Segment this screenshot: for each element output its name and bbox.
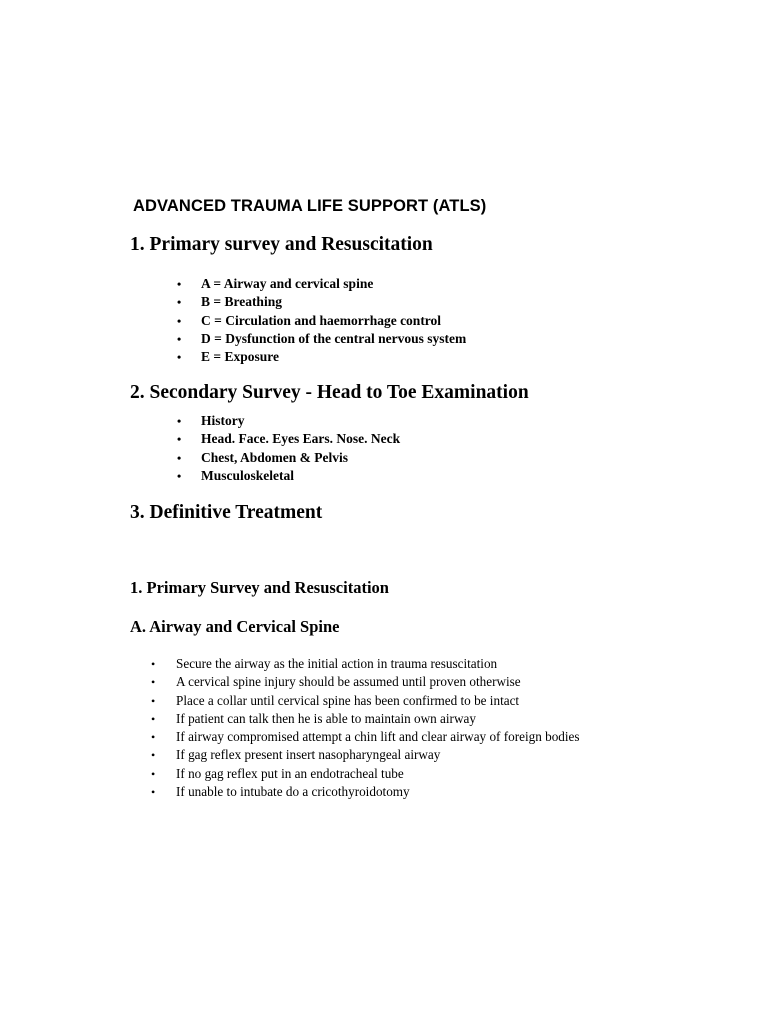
list-item (177, 330, 466, 348)
detail-heading: 1. Primary Survey and Resuscitation (130, 578, 389, 597)
list-item-text: Place a collar until cervical spine has been confirmed to be intact (176, 692, 520, 708)
list-item (151, 655, 580, 673)
detail-subheading: A. Airway and Cervical Spine (130, 617, 340, 636)
bullet-icon: • (151, 766, 156, 781)
list-item-text: A = Airway and cervical spine (201, 276, 374, 291)
list-item (177, 348, 466, 366)
list-item-text: If patient can talk then he is able to maintain own airway (176, 710, 476, 726)
bullet-icon: • (151, 785, 156, 800)
list-item (151, 746, 580, 764)
primary-survey-list (177, 275, 466, 366)
bullet-icon: • (151, 730, 156, 745)
list-item-text: Chest, Abdomen & Pelvis (201, 449, 349, 465)
airway-cervical-spine-list (151, 655, 580, 801)
bullet-icon: • (177, 468, 182, 483)
bullet-icon: • (177, 331, 182, 346)
list-item-text: If no gag reflex put in an endotracheal tube (176, 765, 404, 781)
list-item (151, 710, 580, 728)
list-item (151, 765, 580, 783)
bullet-icon: • (177, 350, 182, 365)
list-item (177, 412, 400, 430)
document-title: ADVANCED TRAUMA LIFE SUPPORT (ATLS) (133, 197, 487, 215)
list-item-text: Secure the airway as the initial action in trauma resuscitation (176, 656, 498, 671)
list-item-text: If gag reflex present insert nasopharyngeal airway (176, 747, 441, 763)
list-item-text: If unable to intubate do a cricothyroidotomy (176, 784, 410, 800)
list-item (151, 783, 580, 801)
list-item (151, 673, 580, 691)
bullet-icon: • (151, 711, 156, 726)
list-item (177, 449, 400, 467)
list-item (177, 275, 466, 293)
bullet-icon: • (177, 277, 182, 291)
list-item-text: E = Exposure (201, 349, 279, 365)
bullet-icon: • (177, 414, 182, 428)
list-item (151, 728, 580, 746)
bullet-icon: • (151, 693, 156, 708)
list-item-text: If airway compromised attempt a chin lift and clear airway of foreign bodies (176, 729, 580, 745)
bullet-icon: • (177, 295, 182, 310)
list-item-text: History (201, 413, 245, 428)
list-item (177, 430, 400, 448)
list-item (177, 312, 466, 330)
list-item-text: C = Circulation and haemorrhage control (201, 312, 442, 328)
section-heading-primary-survey: 1. Primary survey and Resuscitation (130, 234, 433, 255)
list-item (151, 692, 580, 710)
bullet-icon: • (151, 657, 156, 671)
list-item-text: Head. Face. Eyes Ears. Nose. Neck (201, 431, 401, 447)
bullet-icon: • (177, 450, 182, 465)
bullet-icon: • (177, 313, 182, 328)
list-item-text: D = Dysfunction of the central nervous system (201, 330, 467, 346)
list-item-text: B = Breathing (201, 294, 282, 310)
list-item-text: A cervical spine injury should be assumed until proven otherwise (176, 674, 521, 690)
list-item (177, 467, 400, 485)
bullet-icon: • (151, 748, 156, 763)
secondary-survey-list (177, 412, 400, 485)
list-item-text: Musculoskeletal (201, 467, 294, 483)
list-item (177, 293, 466, 311)
section-heading-secondary-survey: 2. Secondary Survey - Head to Toe Examination (130, 382, 529, 403)
section-heading-definitive-treatment: 3. Definitive Treatment (130, 502, 323, 523)
bullet-icon: • (177, 432, 182, 447)
bullet-icon: • (151, 675, 156, 690)
